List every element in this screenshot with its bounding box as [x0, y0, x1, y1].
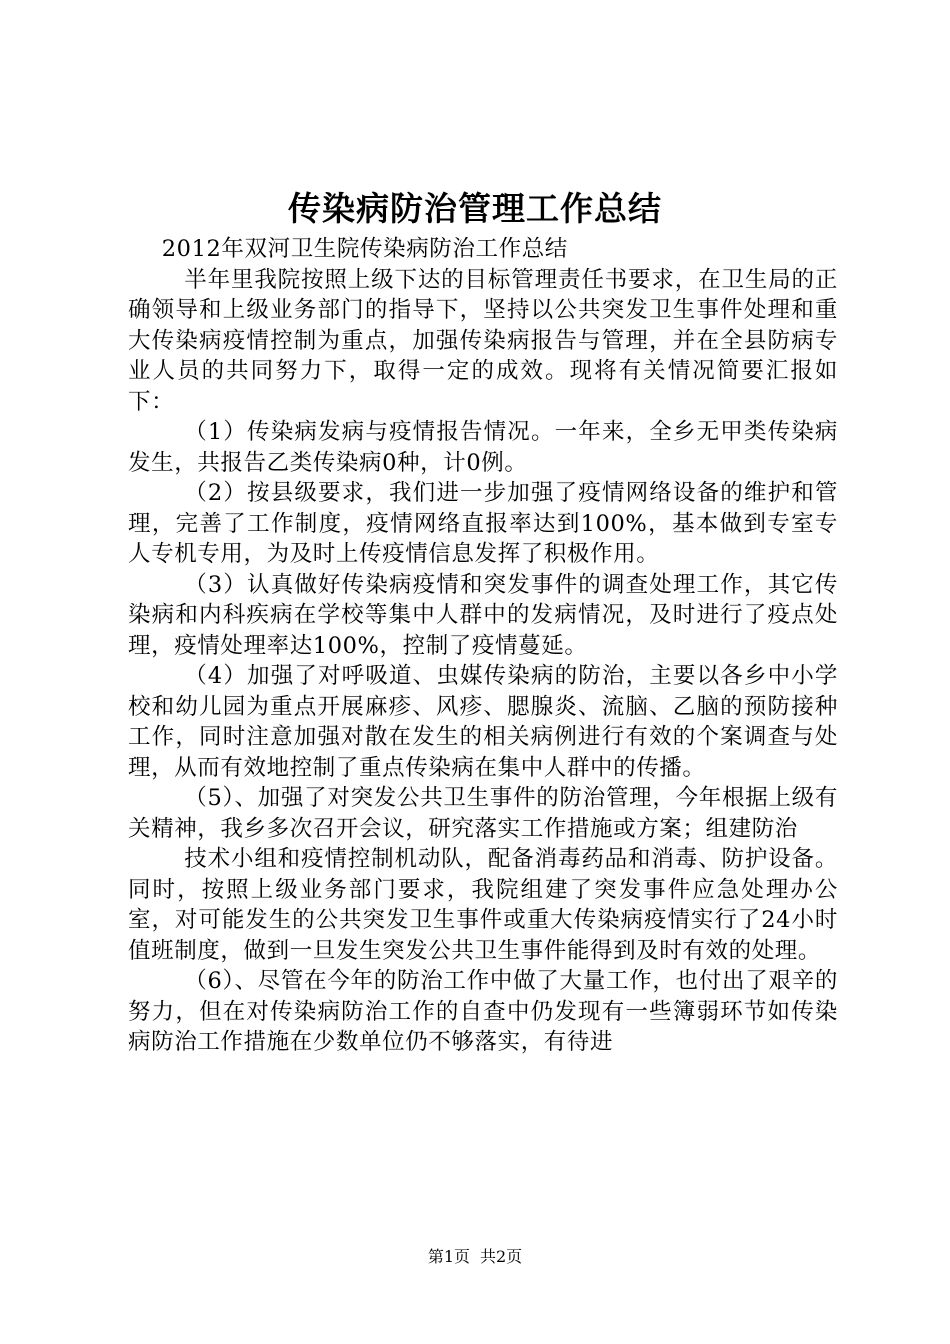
document-paragraph: 2012年双河卫生院传染病防治工作总结 — [161, 236, 568, 262]
document-paragraph: 半年里我院按照上级下达的目标管理责任书要求，在卫生局的正确领导和上级业务部门的指导下，坚持以公共突发卫生事件处理和重大传染病疫情控制为重点，加强传染病报告与管理，并在全县防病专业人员的共同努力下，取得一定的成效。现将有关情况简要汇报如下： — [128, 266, 838, 415]
page-number-current: 第1页 — [427, 1247, 470, 1266]
document-paragraph: （6）、尽管在今年的防治工作中做了大量工作，也付出了艰辛的努力，但在对传染病防治工作的自查中仍发现有一些簿弱环节如传染病防治工作措施在少数单位仍不够落实，有待进 — [128, 968, 838, 1055]
document-paragraph: （4）加强了对呼吸道、虫媒传染病的防治，主要以各乡中小学校和幼儿园为重点开展麻疹、风疹、腮腺炎、流脑、乙脑的预防接种工作，同时注意加强对散在发生的相关病例进行有效的个案调查与处理，从而有效地控制了重点传染病在集中人群中的传播。 — [128, 663, 838, 781]
document-paragraph: （3）认真做好传染病疫情和突发事件的调查处理工作，其它传染病和内科疾病在学校等集中人群中的发病情况，及时进行了疫点处理，疫情处理率达100%，控制了疫情蔓延。 — [128, 571, 838, 659]
document-paragraph: （5）、加强了对突发公共卫生事件的防治管理，今年根据上级有关精神，我乡多次召开会议，研究落实工作措施或方案；组建防治 — [128, 785, 838, 842]
document-paragraph: （1）传染病发病与疫情报告情况。一年来，全乡无甲类传染病发生，共报告乙类传染病0种，计0例。 — [128, 419, 838, 476]
document-paragraph: （2）按县级要求，我们进一步加强了疫情网络设备的维护和管理，完善了工作制度，疫情网络直报率达到100%，基本做到专室专人专机专用，为及时上传疫情信息发挥了积极作用。 — [128, 480, 838, 567]
page-number-total: 共2页 — [480, 1247, 523, 1266]
document-title: 传染病防治管理工作总结 — [288, 189, 662, 228]
page-footer — [0, 1246, 950, 1268]
document-paragraph: 技术小组和疫情控制机动队，配备消毒药品和消毒、防护设备。同时，按照上级业务部门要求，我院组建了突发事件应急处理办公室，对可能发生的公共突发卫生事件或重大传染病疫情实行了24小时值班制度，做到一旦发生突发公共卫生事件能得到及时有效的处理。 — [128, 846, 838, 964]
document-body — [128, 234, 838, 1058]
